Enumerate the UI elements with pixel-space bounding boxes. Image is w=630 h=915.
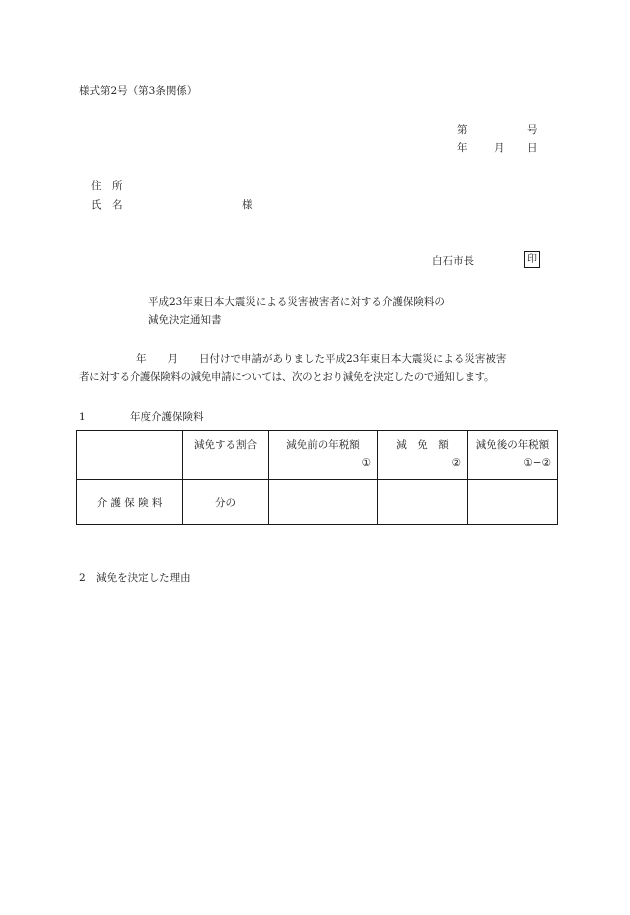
section2-label: 2 減免を決定した理由 [79,572,191,584]
fee-table [76,430,558,525]
body-line-2: 者に対する介護保険料の減免申請については、次のとおり減免を決定したので通知します。 [79,371,495,383]
date-year: 年 [457,142,468,154]
section1-number: 1 [79,411,86,423]
table-header-row [77,431,558,480]
header-reduction: 減 免 額 ② [378,431,468,480]
title-line-1: 平成23年東日本大震災による災害被害者に対する介護保険料の [148,296,445,308]
doc-number-prefix: 第 [457,124,468,136]
honorific: 様 [242,199,253,211]
form-id: 様式第2号（第3条関係） [79,85,198,97]
seal-stamp: 印 [524,251,540,268]
header-ratio: 減免する割合 [183,431,269,480]
row-reduction [378,480,468,525]
header-after-tax: 減免後の年税額 ①−② [468,431,558,480]
date-day: 日 [527,142,538,154]
title-line-2: 減免決定通知書 [148,314,222,326]
table-row [77,480,558,525]
doc-number-suffix: 号 [527,124,538,136]
header-blank [77,431,183,480]
address-label: 住 所 [91,180,123,192]
row-label: 介 護 保 険 料 [77,480,183,525]
row-ratio: 分の [183,480,269,525]
date-month: 月 [494,142,505,154]
section1-label: 年度介護保険料 [130,411,204,423]
name-label: 氏 名 [91,199,123,211]
row-before-tax [269,480,378,525]
body-line-1: 年 月 日付けで申請がありました平成23年東日本大震災による災害被害 [136,353,507,365]
issuer-name: 白石市長 [432,255,474,267]
header-before-tax: 減免前の年税額 ① [269,431,378,480]
row-after-tax [468,480,558,525]
